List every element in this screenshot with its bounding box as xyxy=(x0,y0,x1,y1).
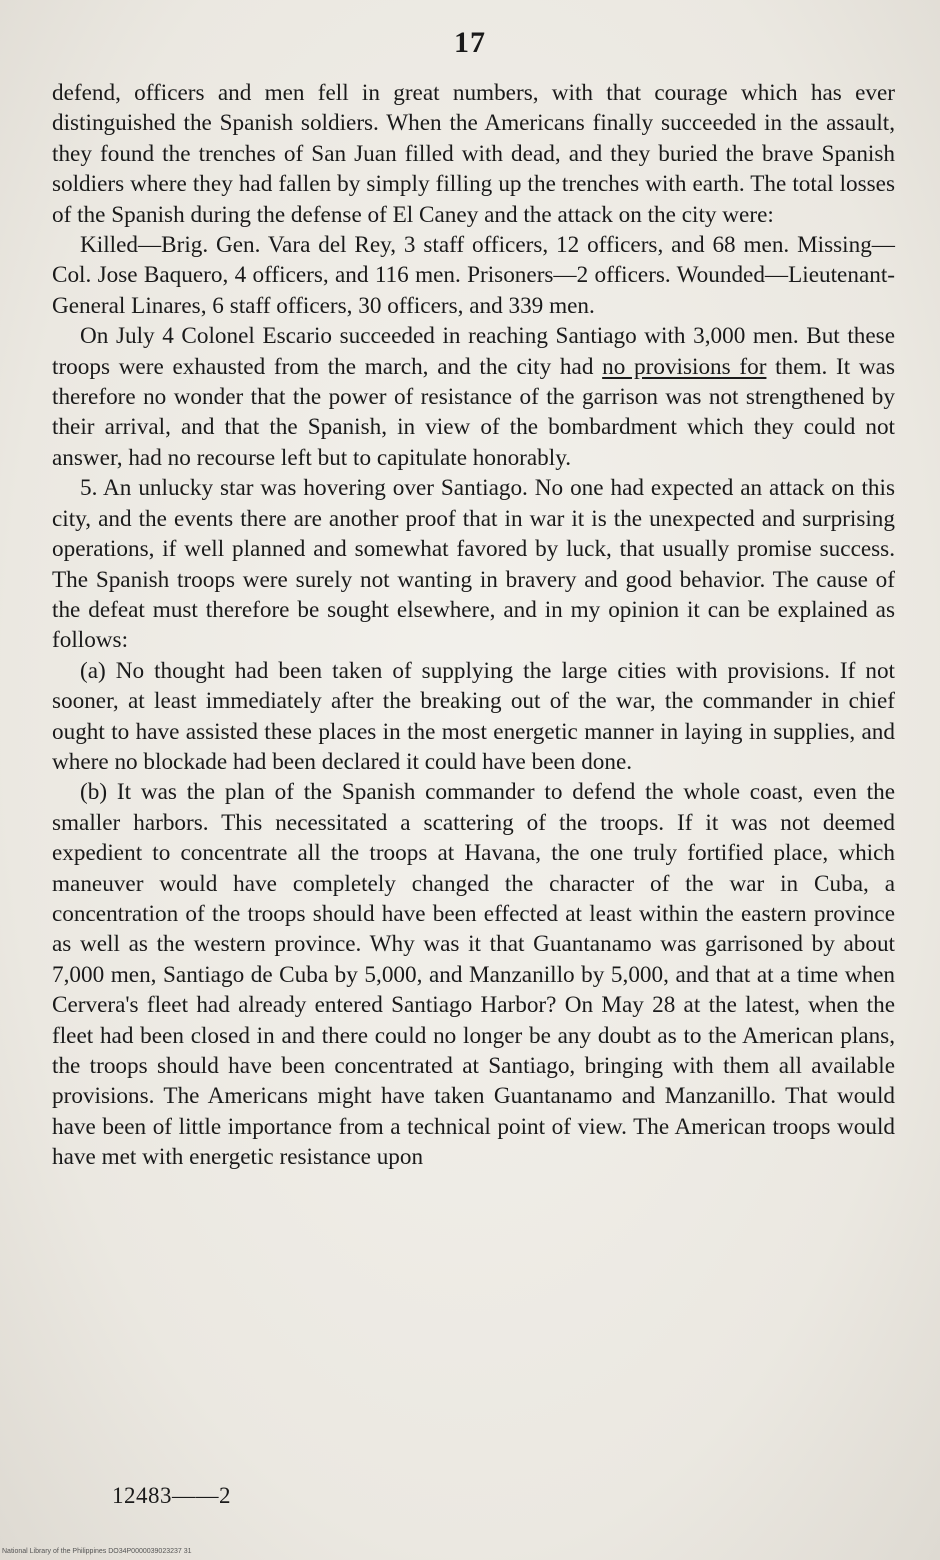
body-text xyxy=(52,78,895,1173)
library-footer-stamp: National Library of the Philippines DO34P0000039023237 31 xyxy=(2,1548,192,1555)
paragraph-text: Killed—Brig. Gen. Vara del Rey, 3 staff officers, 12 officers, and 68 men. Missing—Col. Jose Baquero, 4 officers, and 116 men. Prisoners—2 officers. Wounded—Lieutenant-General Linares, 6 staff officers, 30 officers, and 339 men. xyxy=(52,232,895,319)
paragraph-text: defend, officers and men fell in great numbers, with that courage which has ever distinguished the Spanish soldiers. When the Americans finally succeeded in the assault, they found the trenches of San Juan filled with dead, and they buried the brave Spanish soldiers where they had fallen by simply filling up the trenches with earth. The total losses of the Spanish during the defense of El Caney and the attack on the city were: xyxy=(52,80,895,228)
paragraph-text: 5. An unlucky star was hovering over Santiago. No one had expected an attack on this city, and the events there are another proof that in war it is the unexpected and surprising operations, if well planned and somewhat favored by luck, that usually promise success. The Spanish troops were surely not wanting in bravery and good behavior. The cause of the defeat must therefore be sought elsewhere, and in my opinion it can be explained as follows: xyxy=(52,475,895,654)
page-number: 17 xyxy=(454,26,486,59)
paragraph-text: them. It was therefore no wonder that the power of resistance of the garrison was not strengthened by their arrival, and that the Spanish, in view of the bombardment which they could not answer, had no recourse left but to capitulate honorably. xyxy=(52,353,895,471)
paragraph-text: On July 4 Colonel Escario succeeded in reaching Santiago with 3,000 men. But these troops were exhausted from the march, and the city had xyxy=(52,323,895,380)
paragraph-casualty-list xyxy=(52,230,895,321)
paragraph-text: (a) No thought had been taken of supplying the large cities with provisions. If not sooner, at least immediately after the breaking out of the war, the commander in chief ought to have assisted these places in the most energetic manner in laying in supplies, and where no blockade had been declared it could have been done. xyxy=(52,657,895,775)
paragraph-section-5 xyxy=(52,473,895,655)
paragraph-point-a xyxy=(52,656,895,778)
paragraph-point-b xyxy=(52,777,895,1172)
underlined-phrase: no provisions for xyxy=(602,353,767,380)
printer-signature-mark: 12483——2 xyxy=(112,1483,231,1508)
paragraph-escario xyxy=(52,321,895,473)
paragraph-text: (b) It was the plan of the Spanish commander to defend the whole coast, even the smaller harbors. This necessitated a scattering of the troops. If it was not deemed expedient to concentrate all the troops at Havana, the one truly fortified place, which maneuver would have completely changed the character of the war in Cuba, a concentration of the troops should have been effected at least within the eastern province as well as the western province. Why was it that Guantanamo was garrisoned by about 7,000 men, Santiago de Cuba by 5,000, and Manzanillo by 5,000, and that at a time when Cervera's fleet had already entered Santiago Harbor? On May 28 at the latest, when the fleet had been closed in and there could no longer be any doubt as to the American plans, the troops should have been concentrated at Santiago, bringing with them all available provisions. The Americans might have taken Guantanamo and Manzanillo. That would have been of little importance from a technical point of view. The American troops would have met with energetic resistance upon xyxy=(52,779,895,1171)
paragraph-losses-intro xyxy=(52,78,895,230)
